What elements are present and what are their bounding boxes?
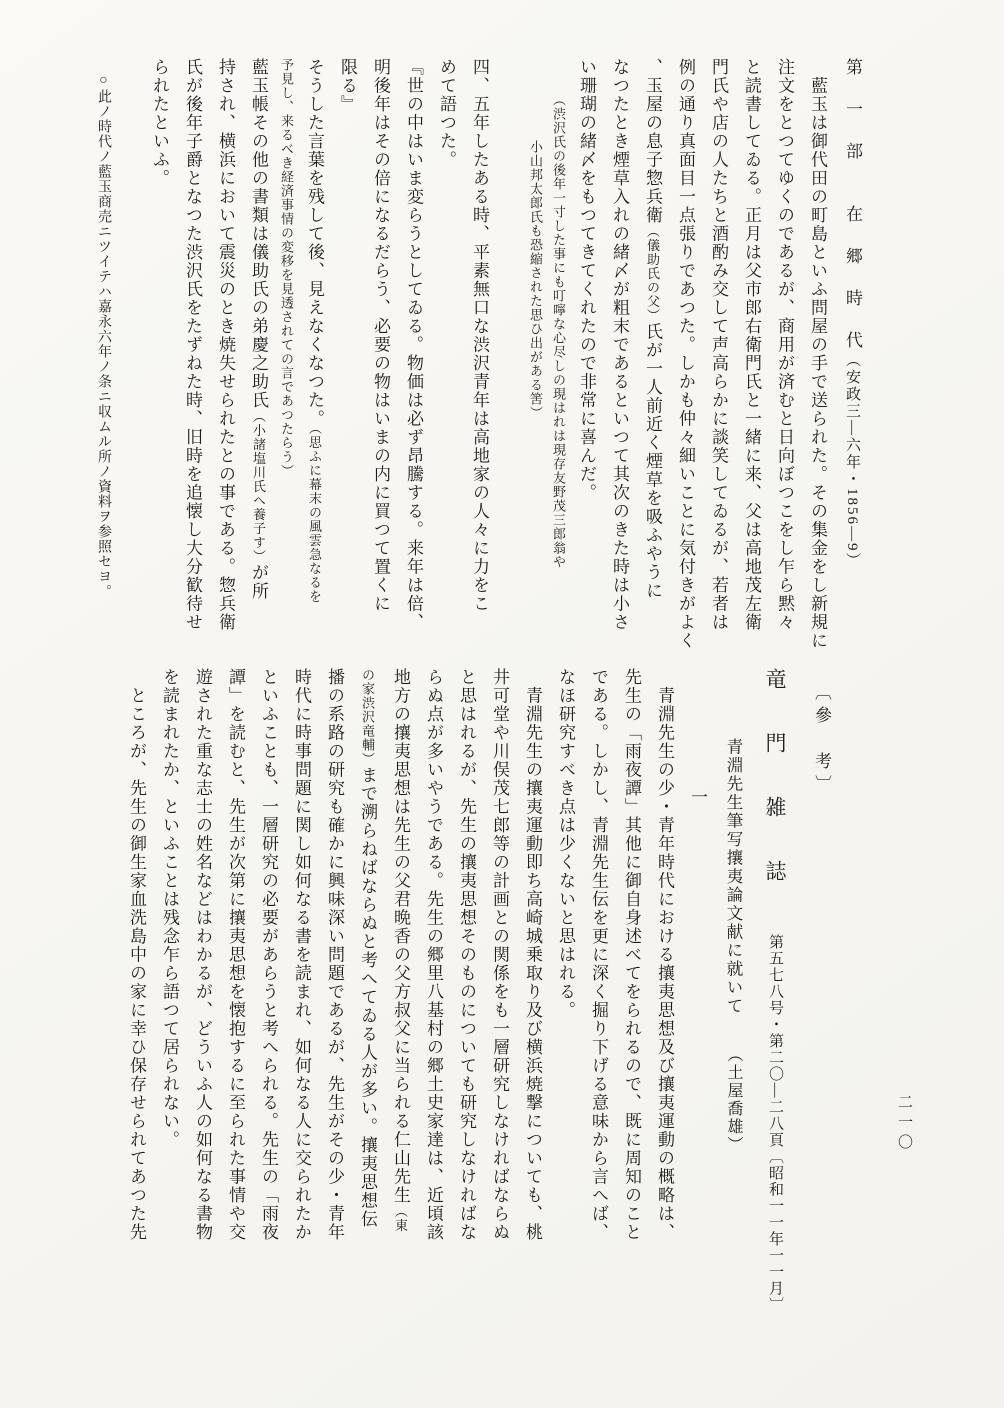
section-heading <box>834 58 870 658</box>
text-column: 明後年はその倍になるだらう、必要の物はいまの内に買つて置くに <box>371 58 390 613</box>
section-reference <box>120 668 860 1314</box>
journal-title: 竜 門 雑 誌 <box>763 668 787 892</box>
inline-note: の家渋沢竜輔） <box>360 668 375 766</box>
article-author: （土屋喬雄） <box>725 1045 742 1154</box>
text-column: なほ研究すべき点は少くないと思はれる。 <box>556 668 575 1020</box>
article-title: 青淵先生筆写攘夷論文献に就いて <box>724 738 743 1016</box>
text-column: と読書してゐる。正月は父市郎右衛門氏と一緒に来、父は高地茂左衛 <box>742 58 761 632</box>
inline-note: （東 <box>393 1204 408 1233</box>
text-column <box>298 58 331 658</box>
text-column: といふことも、一層研究の必要があらうと考へられる。先生の「雨夜 <box>259 668 278 1242</box>
text-column: 先生の「雨夜譚」其他に御自身述べてをられるので、既に周知のこと <box>622 668 641 1242</box>
text-run: 氏が一人前近く煙草を吸ふやうに <box>643 322 662 600</box>
journal-issue: 第五七八号・第二〇—二八頁〔昭和一一年一一月〕 <box>767 934 783 1314</box>
text-column: 門氏や店の人たちと酒酌み交して声高らかに談笑してゐるが、若者は <box>709 58 728 632</box>
section-heading-title: 第 一 部 在 郷 時 代 <box>843 58 862 352</box>
text-column: 譚」を読むと、先生が次第に攘夷思想を懐抱するに至られた事情や交 <box>226 668 245 1242</box>
inline-note: （思ふに幕末の風雲急なるを <box>307 428 322 604</box>
text-column: ところが、先生の御生家血洗島中の家に幸ひ保存せられてあつた先 <box>127 668 146 1242</box>
note-column: 小山邦太郎氏も恐縮された思ひ出がある筈） <box>528 140 543 420</box>
text-column: である。しかし、青淵先生伝を更に深く掘り下げる意味から言へば、 <box>589 668 608 1242</box>
text-run: 、玉屋の息子惣兵衛 <box>643 58 662 225</box>
text-column: なつたとき煙草入れの緒〆が粗末であるといつて其次のきた時は小さ <box>610 58 629 632</box>
text-column: 青淵先生の少・青年時代における攘夷思想及び攘夷運動の概略は、 <box>655 668 674 1242</box>
text-column: 『世の中はいま変らうとしてゐる。物価は必ず昂騰する。来年は倍、 <box>404 58 423 632</box>
text-run: そうした言葉を残して後、見えなくなつた。 <box>305 58 324 428</box>
note-column: （渋沢氏の後年一寸した事にも叮嚀な心尽しの現はれは現存友野茂三郎翁や <box>551 93 566 569</box>
editorial-note-column: ○此ノ時代ノ藍玉商売ニツイテハ嘉永六年ノ条ニ収ムル所ノ資料ヲ参照セヨ。 <box>96 73 111 599</box>
section-zaigo-jidai <box>91 58 898 668</box>
text-column: めて語つた。 <box>437 58 456 169</box>
text-column: 井可堂や川俣茂七郎等の計画との関係をも一層研究しなければならぬ <box>490 668 509 1242</box>
text-column: 藍玉は御代田の町島といふ問屋の手で送られた。その集金をし新規に <box>808 58 827 650</box>
text-column: 遊された重な志士の姓名などはわかるが、どういふ人の如何なる書物 <box>193 668 212 1242</box>
page-number: 二一〇 <box>896 1094 912 1154</box>
text-column: 青淵先生の攘夷運動即ち高崎城乗取り及び横浜焼撃についても、桃 <box>523 668 542 1242</box>
text-column <box>636 58 669 658</box>
text-column: 氏が後年子爵となつた渋沢氏をたずねた時、旧時を追懐し大分歓待せ <box>183 58 202 632</box>
journal-heading <box>760 668 790 1314</box>
text-column: 持され、横浜において震災のとき焼失せられたとの事である。惣兵衛 <box>216 58 235 632</box>
text-run: 藍玉帳その他の書類は儀助氏の弟慶之助氏 <box>249 58 268 410</box>
section-number: 一 <box>688 788 707 807</box>
text-column: 限る』 <box>338 58 357 114</box>
article-heading <box>718 668 748 1338</box>
text-column: 四、五年したある時、平素無口な渋沢青年は高地家の人々に力をこ <box>470 58 489 613</box>
inline-note: （小諸塩川氏へ養子す） <box>251 409 266 564</box>
text-column: と思はれるが、先生の攘夷思想そのものについても研究しなければな <box>457 668 476 1242</box>
inline-note: （儀助氏の父） <box>645 224 660 323</box>
text-column: 例の通り真面目一点張りであつた。しかも仲々細いことに気付きがよく <box>676 58 695 650</box>
text-column: られたといふ。 <box>150 58 169 188</box>
section-heading-years: （安政三—六年・1856—9） <box>844 352 860 570</box>
text-column <box>384 668 417 1268</box>
text-column: 時代に時事問題に関し如何なる書を読まれ、如何なる人に交られたか <box>292 668 311 1242</box>
note-column: 予見し、来るべき経済事情の変移を見透されての言であつたらう） <box>279 58 294 478</box>
reference-label: 〔參 考〕 <box>812 683 831 798</box>
text-column: い珊瑚の緒〆をもつてきてくれたので非常に喜んだ。 <box>577 58 596 502</box>
text-run: まで溯らねばならぬと考へてゐる人が多い。攘夷思想伝 <box>358 766 377 1229</box>
text-column <box>351 668 384 1268</box>
text-column: らぬ点が多いやうである。先生の郷里八基村の郷土史家達は、近頃該 <box>424 668 443 1242</box>
text-column: 播の系路の研究も確かに興味深い問題であるが、先生がその少・青年 <box>325 668 344 1242</box>
text-column: 注文をとつてゆくのであるが、商用が済むと日向ぼつこをし乍ら黙々 <box>775 58 794 632</box>
text-run: 地方の攘夷思想は先生の父君晩香の父方叔父に当られる仁山先生 <box>391 668 410 1205</box>
text-column <box>242 58 275 658</box>
text-run: が所 <box>249 563 268 601</box>
text-column: を読まれたか、といふことは残念乍ら語つて居られない。 <box>160 668 179 1149</box>
